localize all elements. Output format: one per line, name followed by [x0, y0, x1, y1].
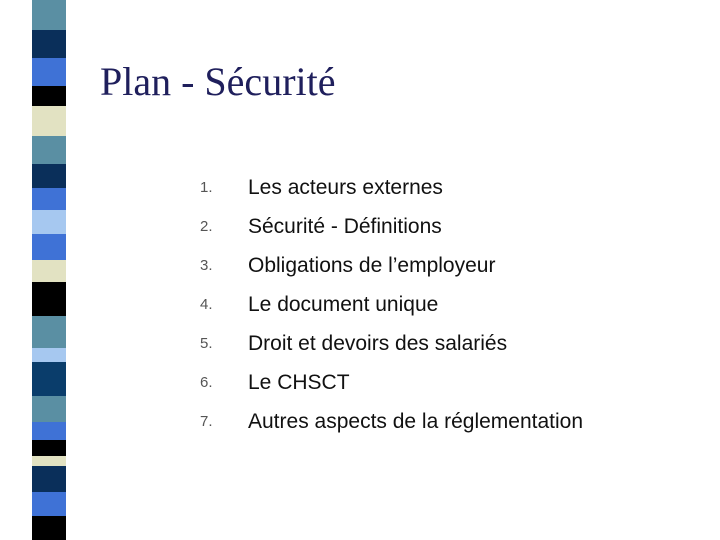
strip-block	[32, 260, 66, 282]
item-number: 6.	[200, 374, 213, 391]
item-label: Obligations de l’employeur	[248, 253, 496, 277]
item-label: Autres aspects de la réglementation	[248, 409, 584, 433]
strip-block	[32, 456, 66, 466]
strip-block	[32, 396, 66, 422]
strip-block	[32, 0, 66, 30]
list-item	[200, 402, 583, 441]
slide-title: Plan - Sécurité	[100, 59, 336, 104]
strip-block	[32, 440, 66, 456]
list-item	[200, 285, 583, 324]
list-item	[200, 246, 583, 285]
strip-block	[32, 106, 66, 136]
strip-block	[32, 188, 66, 210]
strip-block	[32, 348, 66, 362]
strip-block	[32, 516, 66, 540]
strip-block	[32, 466, 66, 492]
decorative-block-strip	[32, 0, 66, 540]
strip-block	[32, 136, 66, 164]
strip-block	[32, 234, 66, 260]
item-number: 7.	[200, 413, 213, 430]
item-number: 1.	[200, 179, 213, 196]
list-item	[200, 207, 583, 246]
item-label: Les acteurs externes	[248, 175, 443, 199]
list-item	[200, 324, 583, 363]
strip-block	[32, 86, 66, 106]
item-number: 3.	[200, 257, 213, 274]
strip-block	[32, 30, 66, 58]
strip-block	[32, 492, 66, 516]
strip-block	[32, 210, 66, 234]
strip-block	[32, 316, 66, 348]
strip-block	[32, 164, 66, 188]
item-label: Sécurité - Définitions	[248, 214, 442, 238]
strip-block	[32, 58, 66, 86]
item-number: 4.	[200, 296, 213, 313]
item-label: Le document unique	[248, 292, 439, 316]
strip-block	[32, 422, 66, 440]
item-label: Le CHSCT	[248, 370, 350, 394]
agenda-list	[200, 168, 583, 441]
strip-block	[32, 362, 66, 396]
list-item	[200, 168, 583, 207]
strip-block	[32, 282, 66, 316]
list-item	[200, 363, 583, 402]
item-number: 5.	[200, 335, 213, 352]
item-number: 2.	[200, 218, 213, 235]
item-label: Droit et devoirs des salariés	[248, 331, 508, 355]
